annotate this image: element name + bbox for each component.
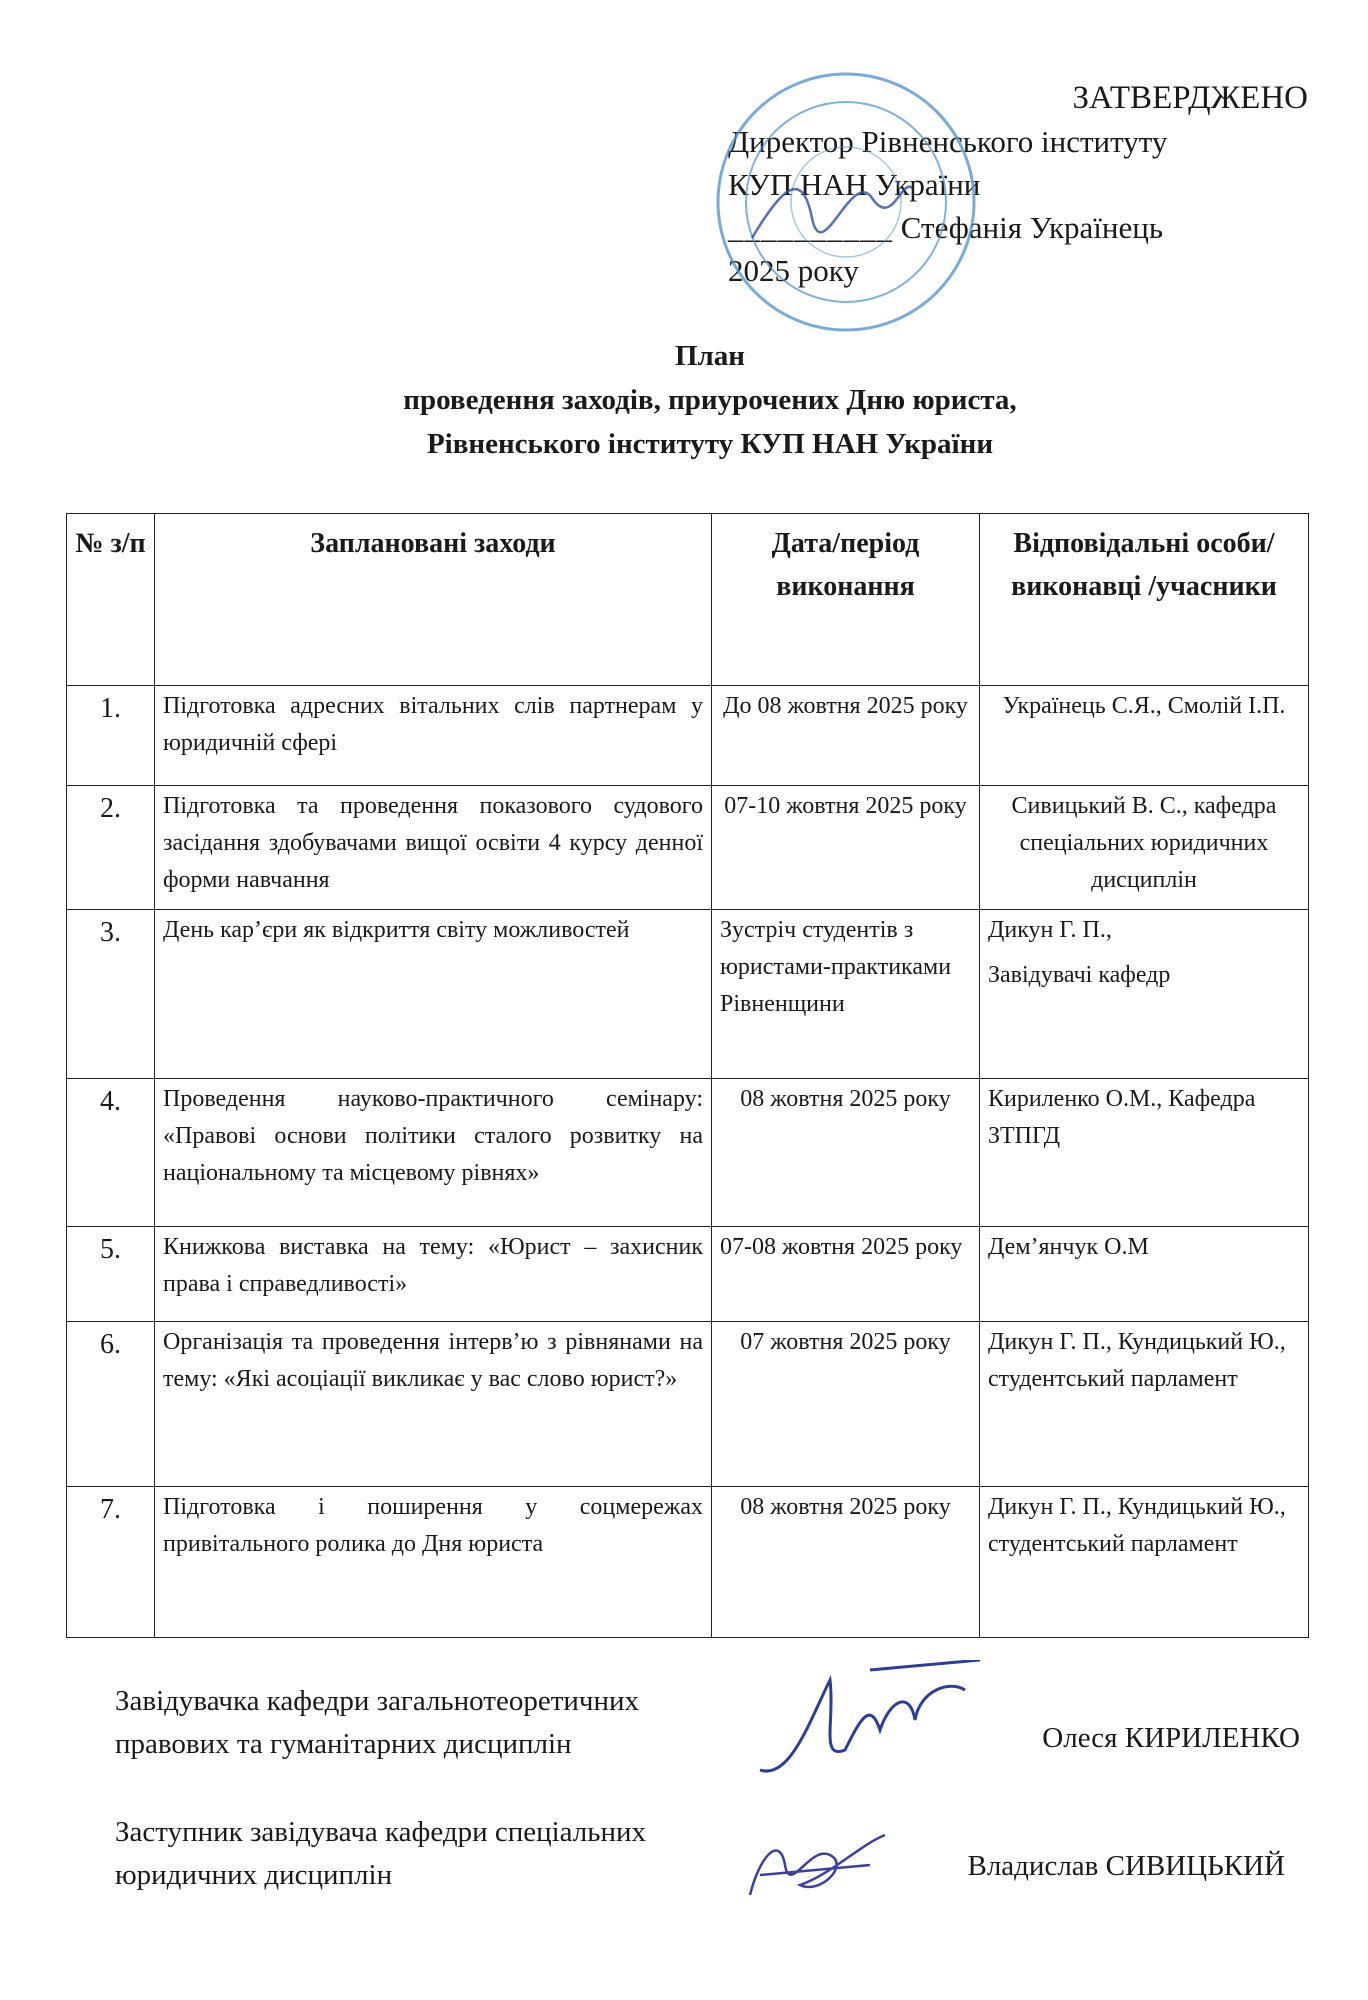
row-responsible: Українець С.Я., Смолій І.П. [980, 686, 1309, 786]
signature-blank: __________ [728, 210, 893, 245]
row-number: 1. [67, 686, 155, 786]
table-header-row [67, 514, 1309, 686]
row-event: Книжкова виставка на тему: «Юрист – захисник права і справедливості» [155, 1227, 712, 1322]
row-number: 5. [67, 1227, 155, 1322]
signature-block-2 [115, 1811, 646, 1897]
table-row [67, 786, 1309, 910]
row-date: 08 жовтня 2025 року [712, 1487, 980, 1638]
row-event: Підготовка та проведення показового судового засідання здобувачами вищої освіти 4 курсу денної форми навчання [155, 786, 712, 910]
title-line2: проведення заходів, приурочених Дню юриста, [403, 384, 1017, 416]
header-event: Заплановані заходи [155, 514, 712, 686]
row-date: 08 жовтня 2025 року [712, 1079, 980, 1227]
row-responsible: Кириленко О.М., Кафедра ЗТПГД [980, 1079, 1309, 1227]
title-line1: План [674, 340, 746, 372]
table-row [67, 1487, 1309, 1638]
row-event: Проведення науково-практичного семінару: «Правові основи політики сталого розвитку на національному та місцевому рівнях» [155, 1079, 712, 1227]
row-date: Зустріч студентів з юристами-практиками Рівненщини [712, 910, 980, 1079]
table-row [67, 910, 1309, 1079]
table-row [67, 686, 1309, 786]
institution-stamp [712, 68, 980, 336]
row-number: 4. [67, 1079, 155, 1227]
signature-name: Олеся КИРИЛЕНКО [1042, 1722, 1300, 1754]
signature-name: Владислав СИВИЦЬКИЙ [967, 1850, 1285, 1882]
approval-signer: Стефанія Українець [900, 210, 1163, 245]
row-responsible: Сивицький В. С., кафедра спеціальних юридичних дисциплін [980, 786, 1309, 910]
signature-position: Завідувачка кафедри загальнотеоретичних [115, 1685, 640, 1717]
row-number: 7. [67, 1487, 155, 1638]
row-number: 3. [67, 910, 155, 1079]
header-number: № з/п [67, 514, 155, 686]
signature-position: Заступник завідувача кафедри спеціальних [115, 1816, 647, 1848]
approval-director-line2: КУП НАН України [728, 167, 981, 202]
title-line3: Рівненського інституту КУП НАН України [426, 428, 994, 460]
row-responsible [980, 910, 1309, 1079]
approval-heading: ЗАТВЕРДЖЕНО [1072, 80, 1308, 116]
signature-position: правових та гуманітарних дисциплін [115, 1728, 572, 1760]
row-event: Підготовка адресних вітальних слів партнерам у юридичній сфері [155, 686, 712, 786]
table-row [67, 1079, 1309, 1227]
handwritten-signature-1 [750, 1660, 990, 1790]
signature-block-1 [115, 1680, 639, 1766]
row-date: До 08 жовтня 2025 року [712, 686, 980, 786]
signature-position: юридичних дисциплін [115, 1859, 393, 1891]
handwritten-signature-2 [740, 1815, 890, 1910]
row-responsible: Дикун Г. П., Кундицький Ю., студентський парламент [980, 1322, 1309, 1487]
row-date: 07 жовтня 2025 року [712, 1322, 980, 1487]
row-date: 07-10 жовтня 2025 року [712, 786, 980, 910]
row-responsible-group: Завідувачі кафедр [988, 962, 1171, 988]
approval-director-line1: Директор Рівненського інституту [728, 124, 1168, 159]
row-responsible-person: Дикун Г. П., [988, 917, 1112, 943]
row-responsible: Дикун Г. П., Кундицький Ю., студентський парламент [980, 1487, 1309, 1638]
table-row [67, 1322, 1309, 1487]
row-event: Організація та проведення інтерв’ю з рівнянами на тему: «Які асоціації викликає у вас слово юрист?» [155, 1322, 712, 1487]
row-date: 07-08 жовтня 2025 року [712, 1227, 980, 1322]
row-number: 6. [67, 1322, 155, 1487]
header-date: Дата/період виконання [712, 514, 980, 686]
row-event: Підготовка і поширення у соцмережах привітального ролика до Дня юриста [155, 1487, 712, 1638]
table-row [67, 1227, 1309, 1322]
header-responsible: Відповідальні особи/виконавці /учасники [980, 514, 1309, 686]
row-responsible: Дем’янчук О.М [980, 1227, 1309, 1322]
events-table [66, 513, 1309, 1638]
row-event: День кар’єри як відкриття світу можливостей [155, 910, 712, 1079]
row-number: 2. [67, 786, 155, 910]
approval-year: 2025 року [728, 253, 859, 288]
